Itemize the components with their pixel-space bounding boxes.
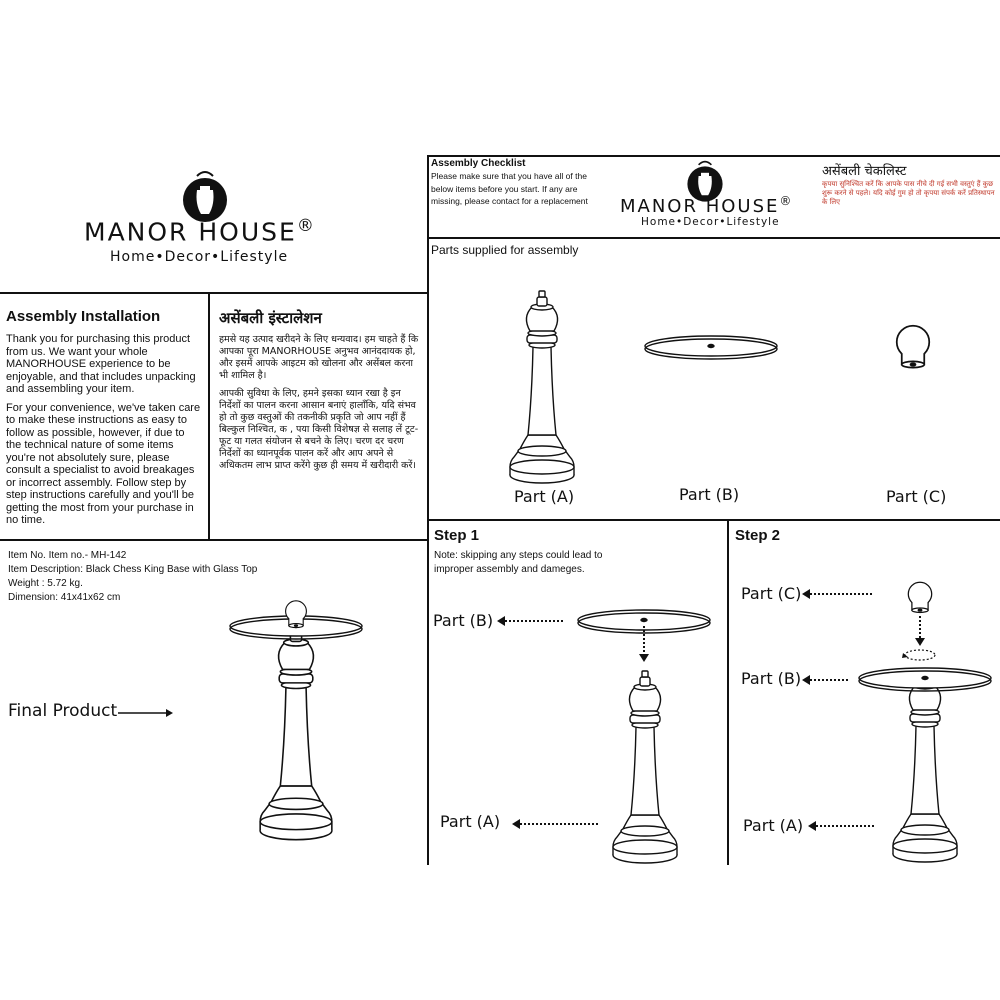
final-product-label: Final Product — [8, 701, 118, 721]
step2-part-b-arrow-icon — [802, 673, 852, 687]
step1-part-a-label: Part (A) — [440, 812, 501, 831]
step2-assembly-illustration — [850, 656, 1000, 866]
step1-title: Step 1 — [434, 527, 480, 544]
step1-part-a-arrow-icon — [512, 817, 602, 831]
part-c-illustration — [888, 322, 938, 382]
step2-part-c-arrow-icon — [802, 587, 878, 601]
step1-down-arrow-icon — [638, 624, 650, 664]
part-c-label: Part (C) — [886, 487, 947, 506]
item-number: Item No. Item no.- MH-142 — [8, 550, 127, 561]
step1-note: Note: skipping any steps could lead to improper assembly and dameges. — [434, 550, 603, 575]
item-dimension: Dimension: 41x41x62 cm — [8, 592, 121, 603]
step2-part-a-label: Part (A) — [743, 816, 804, 835]
checklist-brand-tagline: Home•Decor•Lifestyle — [641, 216, 780, 228]
installation-hindi-paragraph-1: हमसे यह उत्पाद खरीदने के लिए धन्यवाद। हम चाहते हैं कि आपका पूरा MANORHOUSE अनुभव आनंददायक हो, और इसमें आपके आइटम को खोलना और असेंबल करना भी शामिल है। — [219, 334, 419, 381]
item-weight: Weight : 5.72 kg. — [8, 578, 83, 589]
step2-part-c-label: Part (C) — [741, 584, 802, 603]
brand-tagline: Home•Decor•Lifestyle — [110, 249, 289, 265]
part-a-label: Part (A) — [514, 487, 575, 506]
step2-part-a-arrow-icon — [808, 819, 878, 833]
checklist-brand-name: MANOR HOUSE® — [620, 194, 794, 217]
checklist-hindi-title: असेंबली चेकलिस्ट — [822, 164, 907, 179]
parts-heading: Parts supplied for assembly — [431, 243, 579, 257]
step2-title: Step 2 — [735, 527, 781, 544]
step1-base-illustration — [600, 665, 690, 865]
installation-paragraph-1: Thank you for purchasing this product from us. We want your whole MANORHOUSE experience to be enjoyable, and that includes unpacking and assembling your item. — [6, 333, 196, 395]
step2-down-arrow-icon — [914, 614, 926, 648]
step2-part-b-label: Part (B) — [741, 669, 802, 688]
installation-title: Assembly Installation — [6, 308, 161, 325]
item-description: Item Description: Black Chess King Base with Glass Top — [8, 564, 258, 575]
brand-name: MANOR HOUSE® — [84, 216, 316, 247]
final-product-illustration — [206, 600, 386, 860]
installation-text — [6, 333, 202, 533]
final-product-arrow-icon — [116, 706, 176, 720]
checklist-note: Please make sure that you have all of the below items before you start. If any are missing, please contact for a replacement — [431, 171, 588, 206]
installation-hindi-text — [219, 334, 419, 478]
step1-part-b-arrow-icon — [497, 614, 567, 628]
part-b-illustration — [636, 330, 786, 370]
checklist-hindi-note: कृपया सुनिश्चित करें कि आपके पास नीचे दी गई सभी वस्तुएं हैं कुछ शुरू करने से पहले। यदि कोई गुम हो तो कृपया संपर्क करें प्रतिस्थापन के लिए — [822, 180, 995, 206]
installation-hindi-title: असेंबली इंस्टालेशन — [219, 309, 322, 327]
step2-knob-illustration — [905, 582, 935, 618]
part-b-label: Part (B) — [679, 485, 740, 504]
installation-hindi-paragraph-2: आपकी सुविधा के लिए, हमने इसका ध्यान रखा है इन निर्देशों का पालन करना आसान बनाएं हालाँकि, यदि संभव हो तो कुछ वस्तुओं की तकनीकी प्रकृति जो आप नहीं हैं बिल्कुल निश्चित, क , पया किसी विशेषज्ञ से सलाह लें टूट-फूट या गलत संयोजन से बचने के लिए। चरण दर चरण निर्देशों का ध्यानपूर्वक पालन करें और आप अपने से अधिकतम लाभ प्राप्त करेंगे कुछ ही समय में खरीदारी करें। — [219, 388, 419, 471]
checklist-title: Assembly Checklist — [431, 158, 526, 169]
item-info — [8, 549, 257, 605]
part-a-illustration — [497, 285, 587, 485]
installation-paragraph-2: For your convenience, we've taken care to make these instructions as easy to follow as possible, however, if due to the technical nature of some items you're not absolutely sure, please consult a specialist to avoid breakages or incorrect assembly. Follow step by step instructions carefully and you'll be getting the most from your purchase in no time. — [6, 401, 201, 526]
step1-part-b-label: Part (B) — [433, 611, 494, 630]
